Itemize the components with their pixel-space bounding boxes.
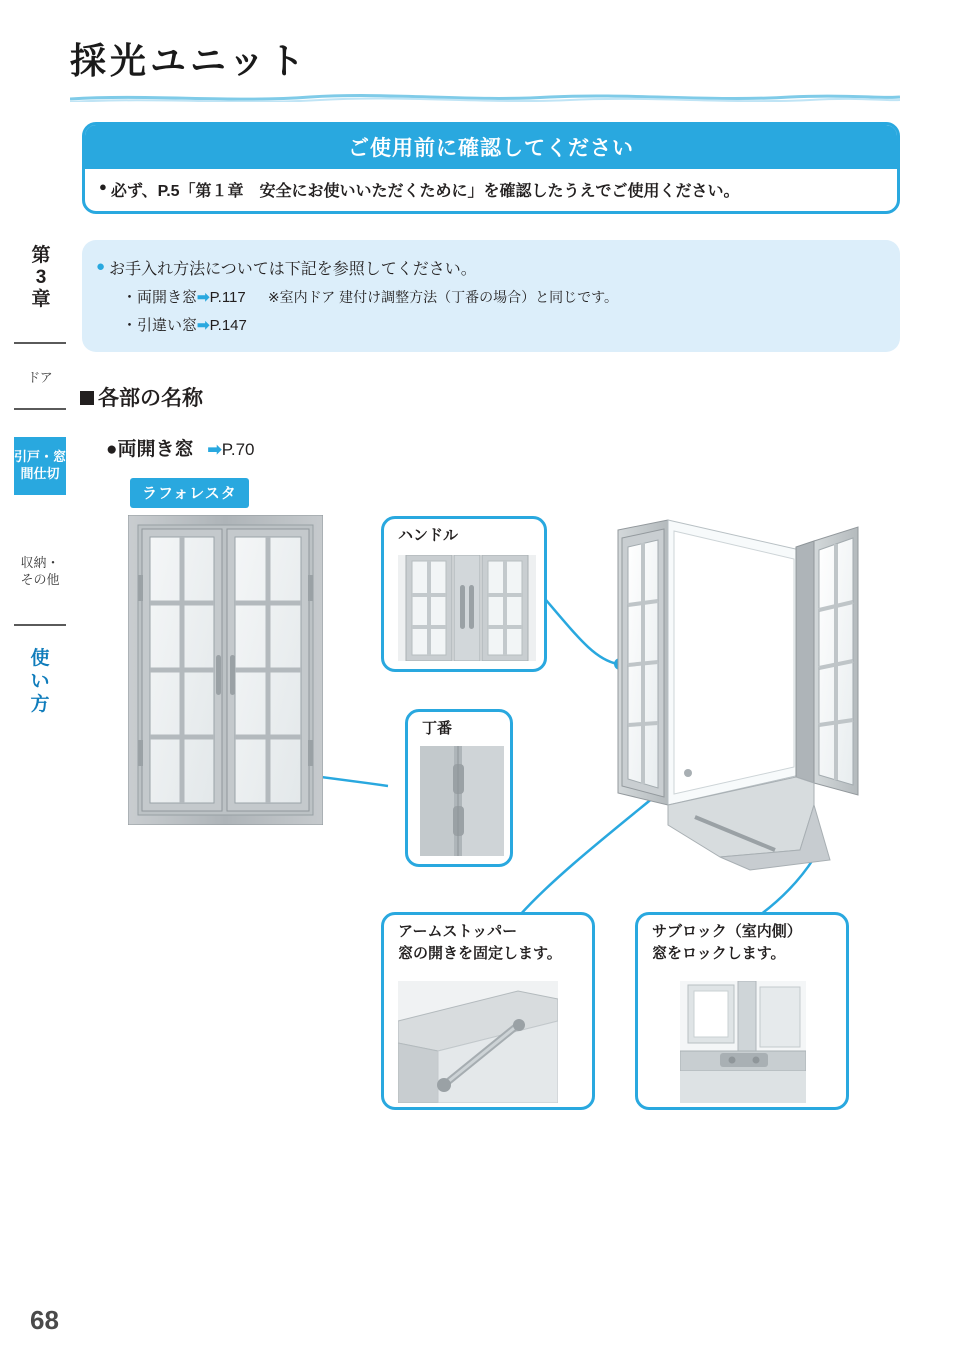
sidebar-divider [14, 624, 66, 626]
callout-sub-lock-title: サブロック（室内側） [652, 923, 802, 940]
notice-heading: ご使用前に確認してください [85, 125, 897, 169]
callout-handle-photo [398, 555, 536, 661]
callout-arm-stopper-photo [398, 981, 558, 1103]
info-item-0-note: ※室内ドア 建付け調整方法（丁番の場合）と同じです。 [267, 289, 619, 305]
callout-handle-title: ハンドル [398, 527, 459, 544]
double-window-subheading-text: ●両開き窓 [106, 439, 194, 460]
notice-text: 必ず、P.5「第１章 安全にお使いいただくために」を確認したうえでご使用ください。 [110, 183, 740, 200]
product-series-tag: ラフォレスタ [130, 478, 249, 508]
double-window-ref [207, 440, 254, 460]
sidebar-item-howto-label-2: 方 [30, 693, 50, 715]
sidebar-item-howto-label-1: い [30, 670, 50, 692]
arm-stopper-detail-illustration [398, 981, 558, 1103]
info-item-1-ref: P.147 [209, 317, 247, 334]
pre-use-notice-box [82, 122, 900, 214]
page-number: 68 [30, 1305, 59, 1335]
sub-lock-detail-illustration [680, 981, 806, 1103]
info-item-0 [122, 286, 900, 307]
info-item-0-label: ・両開き窓 [122, 289, 198, 306]
callout-arm-stopper-title: アームストッパー [398, 923, 518, 940]
handle-detail-illustration [398, 555, 536, 661]
parts-name-heading-text: 各部の名称 [98, 387, 203, 410]
arrow-right-icon: ➡ [197, 317, 210, 334]
hinge-detail-illustration [420, 746, 504, 856]
double-window-subheading [106, 434, 255, 461]
sidebar-item-howto-label-0: 使 [30, 648, 50, 669]
info-item-0-ref: P.117 [209, 289, 246, 306]
sidebar-item-sliding-window-label-0: 引戸・窓 [14, 449, 67, 464]
sidebar-item-storage[interactable] [14, 555, 66, 589]
chapter-char-1: 3 [35, 266, 47, 288]
info-item-1 [122, 314, 900, 335]
page-title: 採光ユニット [70, 40, 309, 81]
sidebar-item-door[interactable] [14, 370, 66, 387]
notice-bullet-icon: ● [99, 179, 107, 194]
sidebar-item-door-label: ドア [27, 370, 53, 385]
double-window-ref-text: P.70 [221, 440, 255, 459]
double-window-front-illustration [128, 515, 323, 825]
chapter-char-0: 第 [31, 245, 51, 266]
parts-name-heading [80, 382, 203, 412]
info-line-1-text: お手入れ方法については下記を参照してください。 [109, 261, 477, 278]
sidebar-item-sliding-window[interactable] [14, 437, 66, 495]
callout-sub-lock [635, 912, 849, 1110]
maintenance-info-panel [82, 240, 900, 352]
callout-hinge-title: 丁番 [422, 720, 453, 737]
arrow-right-icon: ➡ [207, 440, 222, 459]
callout-handle [381, 516, 547, 672]
square-bullet-icon [80, 391, 94, 405]
info-item-1-label: ・引違い窓 [122, 317, 198, 334]
info-line-1 [96, 256, 900, 279]
callout-sub-lock-photo [680, 981, 806, 1103]
callout-arm-stopper [381, 912, 595, 1110]
sidebar-divider [14, 408, 66, 410]
sidebar-item-sliding-window-label-1: 間仕切 [20, 465, 60, 481]
sidebar-divider [14, 342, 66, 344]
notice-body [85, 169, 897, 201]
double-window-open-illustration [600, 505, 880, 875]
chapter-char-2: 章 [31, 288, 51, 310]
callout-hinge-photo [420, 746, 504, 856]
sidebar-item-storage-label-0: 収納・ [20, 555, 60, 570]
arrow-right-icon: ➡ [197, 289, 210, 306]
callout-arm-stopper-desc: 窓の開きを固定します。 [398, 945, 562, 963]
sidebar-item-howto[interactable] [14, 648, 66, 716]
info-bullet-icon: ● [96, 258, 106, 275]
sidebar-item-storage-label-1: その他 [20, 571, 60, 587]
callout-hinge [405, 709, 513, 867]
title-underline-rule [70, 92, 900, 102]
sidebar-chapter-label [18, 245, 64, 311]
callout-sub-lock-desc: 窓をロックします。 [652, 945, 786, 963]
